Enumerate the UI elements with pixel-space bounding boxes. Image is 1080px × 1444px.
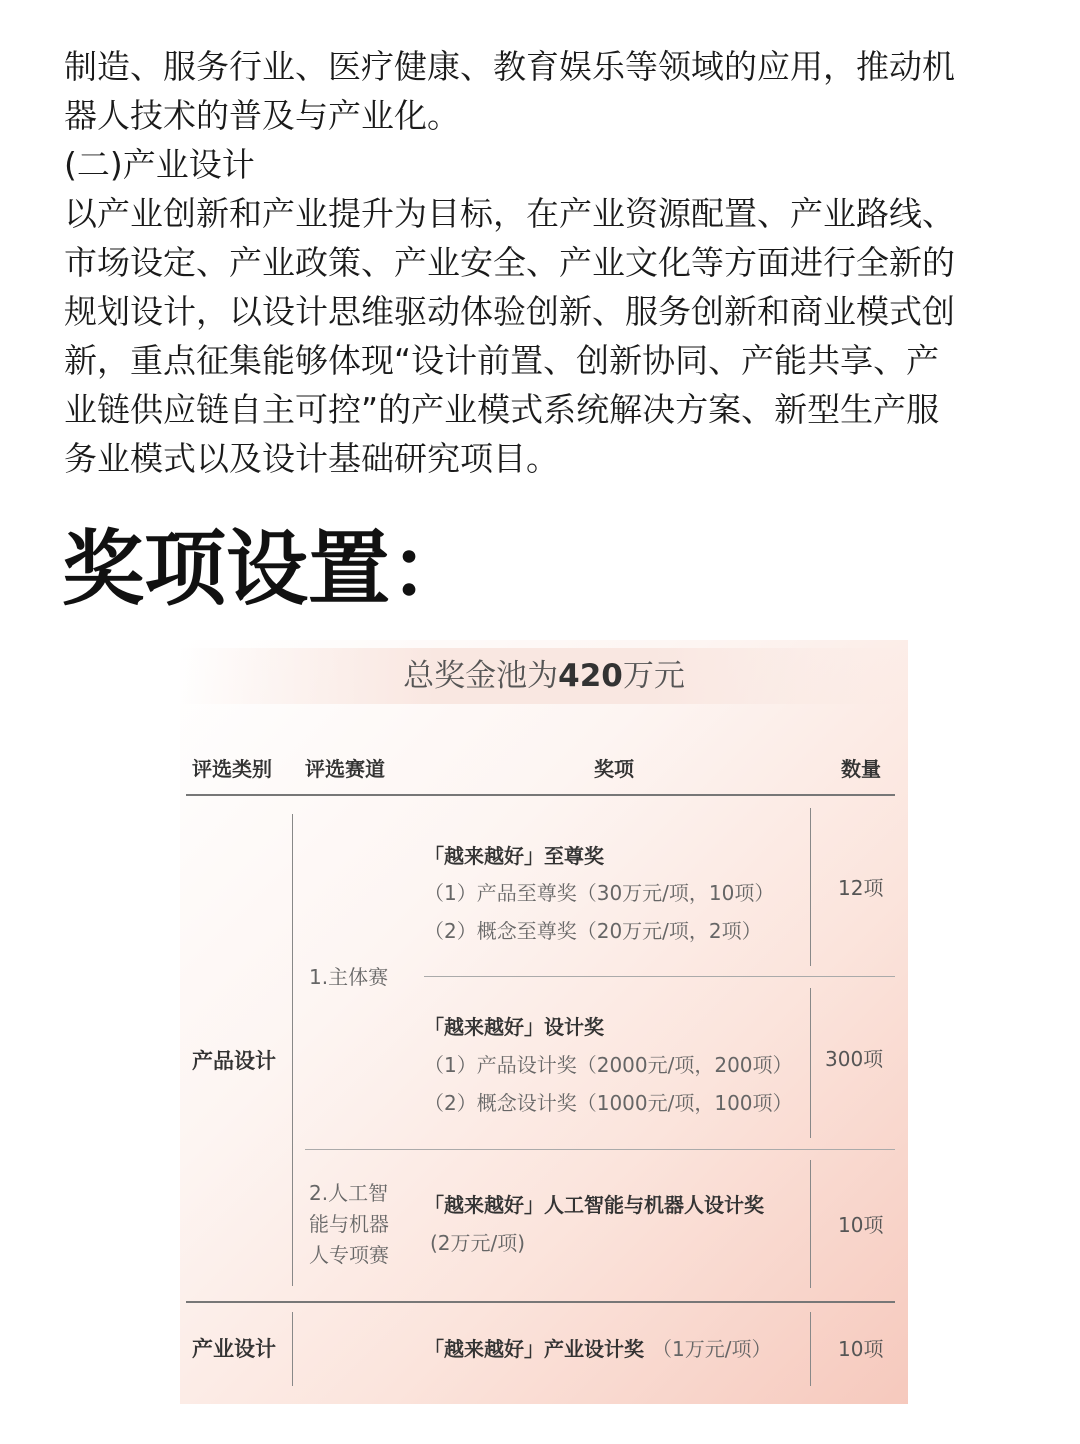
award-ai-line: (2万元/项) [430, 1231, 526, 1255]
col-divider [810, 1160, 811, 1288]
quantity-design: 300项 [825, 1047, 884, 1071]
award-industry-title [424, 1336, 771, 1362]
section-subtitle: (二)产业设计 [64, 145, 255, 184]
intro-line: 规划设计，以设计思维驱动体验创新、服务创新和商业模式创 [64, 292, 955, 331]
award-industry-note: （1万元/项） [652, 1337, 772, 1361]
col-divider [292, 814, 293, 1286]
award-design-line: （2）概念设计奖（1000元/项，100项） [424, 1091, 793, 1115]
header-track: 评选赛道 [305, 757, 385, 781]
award-industry-name: 「越来越好」产业设计奖 [424, 1337, 644, 1361]
awards-heading: 奖项设置： [62, 522, 473, 617]
quantity-industry: 10项 [838, 1337, 884, 1361]
row-divider [305, 1149, 895, 1150]
award-supreme-line: （2）概念至尊奖（20万元/项，2项） [424, 919, 762, 943]
col-divider [810, 808, 811, 966]
col-divider [810, 988, 811, 1138]
intro-line: 以产业创新和产业提升为目标，在产业资源配置、产业路线、 [64, 194, 955, 233]
track-main: 1.主体赛 [309, 965, 389, 989]
col-divider [292, 1312, 293, 1386]
track-ai [309, 1178, 389, 1271]
track-ai-line: 人专项赛 [309, 1243, 389, 1267]
award-supreme-title: 「越来越好」至尊奖 [424, 844, 604, 868]
intro-text [64, 42, 1024, 483]
award-supreme-line: （1）产品至尊奖（30万元/项，10项） [424, 881, 775, 905]
header-quantity: 数量 [841, 757, 881, 781]
intro-line: 制造、服务行业、医疗健康、教育娱乐等领域的应用，推动机 [64, 47, 955, 86]
row-divider [424, 976, 895, 977]
pool-suffix: 万元 [622, 658, 685, 694]
intro-line: 务业模式以及设计基础研究项目。 [64, 439, 559, 478]
prize-pool-banner [180, 648, 908, 704]
intro-line: 市场设定、产业政策、产业安全、产业文化等方面进行全新的 [64, 243, 955, 282]
quantity-ai: 10项 [838, 1213, 884, 1237]
track-ai-line: 能与机器 [309, 1212, 389, 1236]
pool-prefix: 总奖金池为 [403, 658, 559, 694]
intro-line: 业链供应链自主可控”的产业模式系统解决方案、新型生产服 [64, 390, 940, 429]
award-design-title: 「越来越好」设计奖 [424, 1015, 604, 1039]
award-ai-title: 「越来越好」人工智能与机器人设计奖 [424, 1193, 764, 1217]
intro-line: 器人技术的普及与产业化。 [64, 96, 460, 135]
header-divider [186, 794, 895, 796]
award-design-line: （1）产品设计奖（2000元/项，200项） [424, 1053, 793, 1077]
pool-amount: 420 [558, 658, 623, 694]
quantity-supreme: 12项 [838, 876, 884, 900]
col-divider [810, 1312, 811, 1386]
section-divider [186, 1301, 895, 1303]
header-category: 评选类别 [192, 757, 272, 781]
header-award: 奖项 [594, 757, 634, 781]
intro-line: 新，重点征集能够体现“设计前置、创新协同、产能共享、产 [64, 341, 940, 380]
track-ai-line: 2.人工智 [309, 1181, 389, 1205]
category-product-design: 产品设计 [192, 1049, 276, 1073]
category-industry-design: 产业设计 [192, 1337, 276, 1361]
